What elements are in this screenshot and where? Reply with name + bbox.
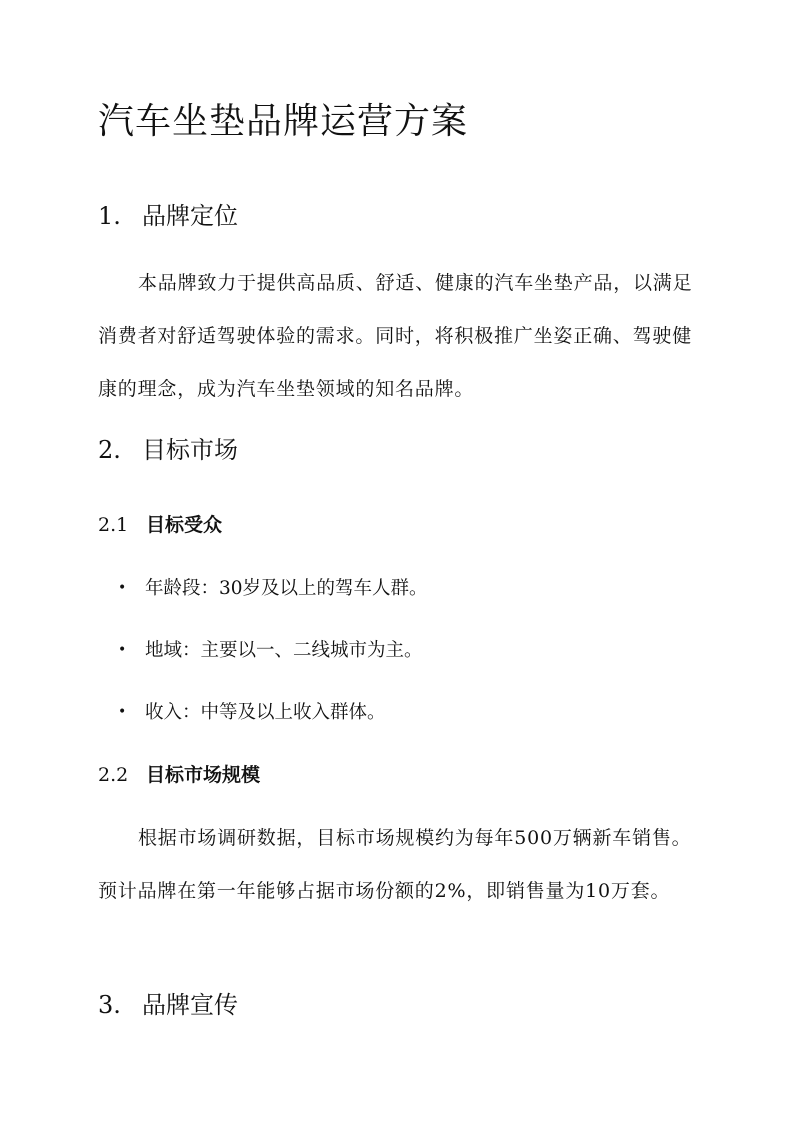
- list-item: [118, 636, 423, 662]
- section-heading-2: [98, 430, 238, 465]
- subsection-paragraph-2-2: 根据市场调研数据，目标市场规模约为每年500万辆新车销售。预计品牌在第一年能够占据市场份额的2%，即销售量为10万套。: [98, 827, 692, 902]
- section-paragraph-1: 本品牌致力于提供高品质、舒适、健康的汽车坐垫产品，以满足消费者对舒适驾驶体验的需求。同时，将积极推广坐姿正确、驾驶健康的理念，成为汽车坐垫领域的知名品牌。: [98, 272, 693, 400]
- subsection-title: 目标市场规模: [146, 764, 261, 786]
- list-item-text: 收入：中等及以上收入群体。: [145, 702, 386, 723]
- document-title: 汽车坐垫品牌运营方案: [98, 101, 469, 142]
- list-item-text: 地域：主要以一、二线城市为主。: [145, 640, 423, 661]
- section-title: 品牌定位: [142, 202, 238, 230]
- subsection-title: 目标受众: [146, 514, 223, 536]
- section-heading-1: [98, 196, 238, 231]
- bullet-icon: •: [118, 642, 127, 658]
- bullet-icon: •: [118, 580, 127, 596]
- list-item: [118, 698, 386, 724]
- subsection-number: 2.1: [98, 514, 129, 536]
- bullet-icon: •: [118, 704, 127, 720]
- section-title: 品牌宣传: [142, 991, 238, 1019]
- section-number: 2.: [98, 436, 121, 464]
- section-number: 3.: [98, 991, 121, 1019]
- subsection-heading-2-2: [98, 760, 260, 787]
- section-number: 1.: [98, 202, 121, 230]
- section-heading-3: [98, 985, 238, 1020]
- section-title: 目标市场: [142, 436, 238, 464]
- subsection-heading-2-1: [98, 510, 222, 537]
- list-item: [118, 574, 428, 600]
- list-item-text: 年龄段：30岁及以上的驾车人群。: [145, 578, 428, 599]
- subsection-number: 2.2: [98, 764, 129, 786]
